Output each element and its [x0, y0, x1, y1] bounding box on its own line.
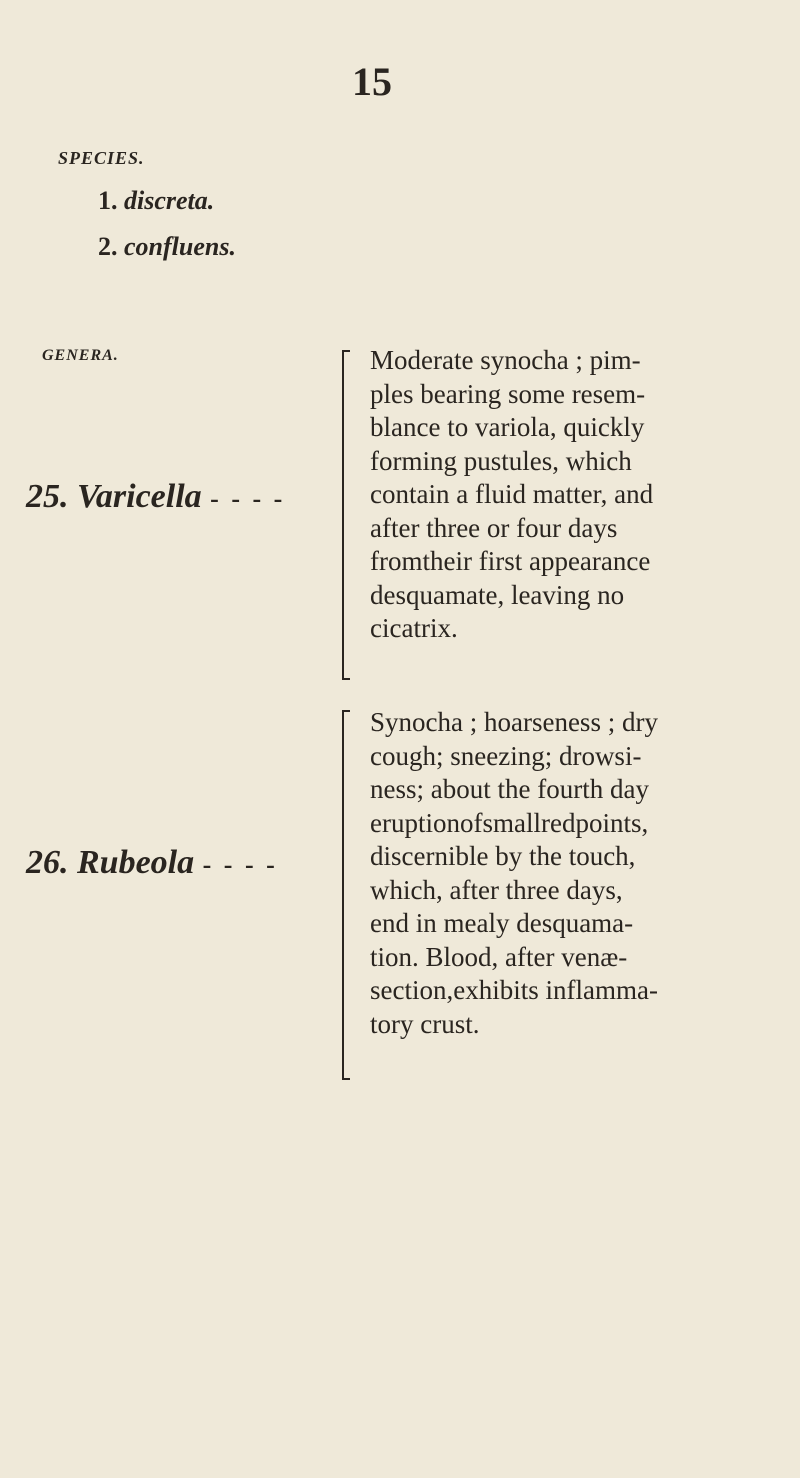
description-line: ness; about the fourth day — [370, 774, 649, 804]
leader-dashes: - - - - — [202, 850, 278, 879]
description-line: contain a fluid matter, and — [370, 479, 654, 509]
genus-name: Rubeola — [77, 844, 195, 881]
description-line: eruptionofsmallredpoints, — [370, 807, 649, 838]
description-line: Synocha ; hoarseness ; dry — [370, 707, 658, 737]
species-heading: SPECIES. — [58, 148, 145, 168]
genus-description — [370, 344, 765, 646]
description-line: tion. Blood, after venæ- — [370, 941, 628, 972]
genus-number: 25. — [26, 478, 69, 515]
description-line: forming pustules, which — [370, 445, 632, 476]
description-line: blance to variola, quickly — [370, 412, 645, 442]
description-line: ples bearing some resem- — [370, 378, 646, 409]
species-number: 2. — [98, 232, 118, 261]
description-line: tory crust. — [370, 1008, 480, 1039]
description-line: desquamate, leaving no — [370, 579, 625, 610]
species-number: 1. — [98, 186, 118, 215]
genus-label — [26, 478, 285, 516]
species-name: confluens. — [124, 232, 236, 261]
description-line: which, after three days, — [370, 874, 623, 905]
description-line: fromtheir first appearance — [370, 546, 651, 576]
description-line: section,exhibits inflamma- — [370, 975, 658, 1005]
description-line: cough; sneezing; drowsi- — [370, 740, 642, 771]
curly-bracket — [342, 710, 344, 1080]
leader-dashes: - - - - — [210, 484, 286, 513]
genera-heading: GENERA. — [42, 347, 119, 364]
genus-description — [370, 706, 765, 1041]
description-line: after three or four days — [370, 512, 618, 543]
genus-name: Varicella — [77, 478, 202, 515]
page-number: 15 — [352, 59, 392, 104]
genus-label — [26, 844, 278, 882]
species-item — [98, 186, 214, 216]
curly-bracket — [342, 350, 344, 680]
species-item — [98, 232, 236, 262]
description-line: discernible by the touch, — [370, 841, 636, 871]
description-line: cicatrix. — [370, 613, 458, 643]
description-line: end in mealy desquama- — [370, 908, 634, 938]
genus-number: 26. — [26, 844, 69, 881]
species-name: discreta. — [124, 186, 215, 215]
description-line: Moderate synocha ; pim- — [370, 345, 641, 375]
